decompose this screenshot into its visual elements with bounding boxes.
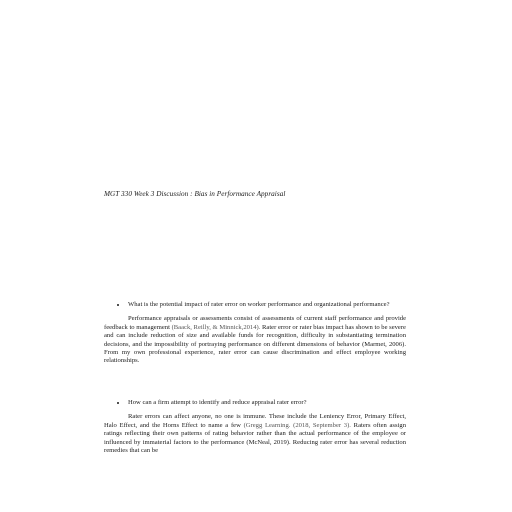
question-bullet [104, 301, 406, 309]
answer-paragraph [104, 315, 406, 365]
paragraph-text: Rater error or rater bias impact has shown to be severe and can include reduction of size and available funds for recognition, difficulty in substantiating termination decisions, and the impossibility of portraying performance on different dimensions of behavior (Marmet, 2006). From my own professional experience, rater error can cause discrimination and effect employee working relationships. [104, 323, 406, 365]
paragraph-text: Performance appraisals or assessments consist of assessments of current staff performance and provide feedback to management [104, 315, 406, 331]
citation: (Gregg Learning. (2018, September 3). [243, 421, 351, 429]
question-text: How can a firm attempt to identify and reduce appraisal rater error? [128, 399, 307, 406]
paragraph-text: Rater errors can affect anyone, no one is immune. These include the Leniency Error, Primary Effect, Halo Effect, and the Horns Effect to name a few [104, 413, 406, 429]
answer-paragraph [104, 413, 406, 455]
bullet-icon [117, 402, 119, 404]
question-bullet [104, 399, 406, 407]
section-1 [104, 301, 406, 366]
citation: (Baack, Reilly, & Minnick,2014). [171, 323, 261, 331]
question-text: What is the potential impact of rater error on worker performance and organizational performance? [128, 301, 390, 308]
document-title: MGT 330 Week 3 Discussion : Bias in Performance Appraisal [104, 190, 286, 198]
section-2 [104, 399, 406, 455]
paragraph-text: Raters often assign ratings reflecting their own patterns of rating behavior rather than the actual performance of the employee or influenced by immaterial factors to the performance (McNeal, 2019). Reducing rater error has several reduction remedies that can be [104, 421, 406, 455]
bullet-icon [117, 304, 119, 306]
